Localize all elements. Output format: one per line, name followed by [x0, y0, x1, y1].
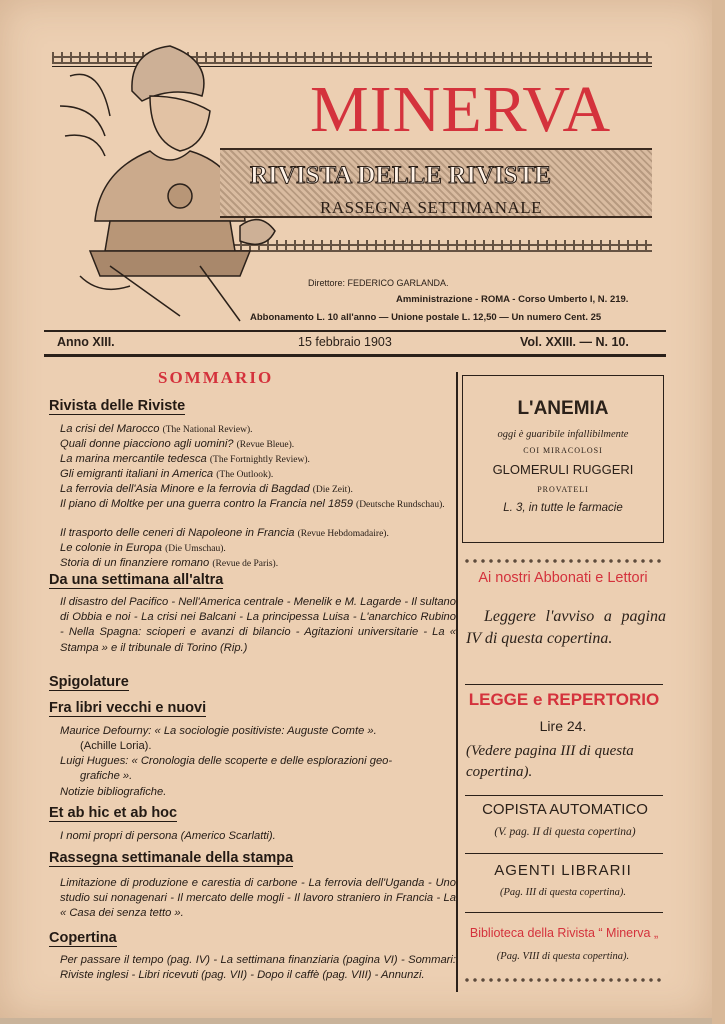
ad-rule	[465, 912, 663, 913]
list-item: La marina mercantile tedesca (The Fortnightly Review).	[60, 453, 310, 465]
anemia-title: L'ANEMIA	[517, 398, 609, 419]
section-title: Rassegna settimanale della stampa	[49, 850, 294, 866]
abbonati-body: Leggere l'avviso a pagina IV di questa copertina.	[466, 608, 666, 647]
magazine-subtitle: RIVISTA DELLE RIVISTE	[250, 162, 552, 189]
section-title: Fra libri vecchi e nuovi	[49, 700, 207, 716]
anemia-line4: PROVATELI	[537, 485, 589, 494]
anemia-line2: COI MIRACOLOSI	[523, 446, 603, 455]
list-item: Maurice Defourny: « La sociologie positiviste: Auguste Comte ».	[60, 725, 377, 737]
column-divider	[456, 372, 458, 992]
issue-rule-top	[44, 330, 666, 332]
abbonati-title: Ai nostri Abbonati e Lettori	[478, 570, 648, 586]
list-item: (Achille Loria).	[80, 740, 152, 752]
biblioteca-note: (Pag. VIII di questa copertina).	[496, 951, 630, 962]
page-edge	[712, 0, 725, 1024]
administration-line: Amministrazione - ROMA - Corso Umberto I, N. 219.	[396, 294, 629, 305]
list-item: Le colonie in Europa (Die Umschau).	[60, 542, 226, 554]
director-line: Direttore: FEDERICO GARLANDA.	[308, 278, 449, 288]
anemia-line3: GLOMERULI RUGGERI	[492, 462, 634, 477]
list-item: Storia di un finanziere romano (Revue de Paris).	[60, 557, 279, 569]
issue-rule-bottom	[44, 354, 666, 357]
section-title: Spigolature	[49, 674, 129, 690]
sommario-heading: SOMMARIO	[158, 368, 274, 387]
biblioteca-title: Biblioteca della Rivista “ Minerva „	[469, 926, 659, 940]
list-item: Il piano di Moltke per una guerra contro la Francia nel 1859 (Deutsche Rundschau).	[60, 498, 445, 510]
anemia-line5: L. 3, in tutte le farmacie	[503, 502, 623, 514]
subscription-line: Abbonamento L. 10 all'anno — Unione postale L. 12,50 — Un numero Cent. 25	[250, 312, 602, 323]
ornament-divider	[463, 975, 663, 985]
section-title: Da una settimana all'altra	[49, 572, 224, 588]
list-item: grafiche ».	[80, 770, 133, 782]
section-title: Et ab hic et ab hoc	[49, 805, 178, 821]
issue-year: Anno XIII.	[57, 335, 115, 349]
section-title: Copertina	[49, 930, 117, 946]
legge-title: LEGGE e REPERTORIO	[468, 690, 660, 709]
issue-date: 15 febbraio 1903	[298, 335, 392, 349]
list-item: I nomi propri di persona (Americo Scarlatti).	[60, 830, 276, 842]
ad-rule	[465, 684, 663, 685]
anemia-line1: oggi è guaribile infallibilmente	[497, 429, 629, 440]
section-body: Per passare il tempo (pag. IV) - La settimana finanziaria (pagina VI) - Sommari: Riviste inglesi - Libri ricevuti (pag. VII) - Dopo il caffè (pag. VIII) - Annunzi.	[60, 954, 456, 982]
list-item: La ferrovia dell'Asia Minore e la ferrovia di Bagdad (Die Zeit).	[60, 483, 353, 495]
list-item: Il trasporto delle ceneri di Napoleone in Francia (Revue Hebdomadaire).	[60, 527, 389, 539]
section-body: Limitazione di produzione e carestia di carbone - La ferrovia dell'Uganda - Uno studio sui nonagenari - Il mercato delle mogli - Il lavoro straniero in Francia - La « Casa dei senza tetto ».	[60, 877, 456, 920]
legge-note: (Vedere pagina III di questa copertina).	[466, 743, 634, 780]
copista-note: (V. pag. II di questa copertina)	[494, 826, 636, 838]
agenti-title: AGENTI LIBRARII	[494, 862, 632, 879]
ad-rule	[465, 795, 663, 796]
magazine-title: MINERVA	[310, 73, 612, 146]
list-item: Notizie bibliografiche.	[60, 786, 167, 798]
agenti-note: (Pag. III di questa copertina).	[500, 887, 626, 898]
magazine-tagline: RASSEGNA SETTIMANALE	[320, 198, 543, 217]
ornament-divider	[463, 556, 663, 566]
list-item: Quali donne piacciono agli uomini? (Revue Bleue).	[60, 438, 295, 450]
list-item: Luigi Hugues: « Cronologia delle scoperte e delle esplorazioni geo-	[60, 755, 393, 767]
ad-rule	[465, 853, 663, 854]
legge-price: Lire 24.	[539, 718, 587, 734]
list-item: La crisi del Marocco (The National Review).	[60, 423, 253, 435]
section-body: Il disastro del Pacifico - Nell'America centrale - Menelik e M. Lagarde - Il sultano di Obbia e noi - La crisi nei Balcani - La principessa Luisa - L'anarchico Rubino - Nella Spagna: scioperi e avanzi di bilancio - Agitazioni universitarie - La « Stampa » e il tribunale di Torino (Rip.)	[60, 596, 456, 654]
section-title: Rivista delle Riviste	[49, 398, 186, 414]
list-item: Gli emigranti italiani in America (The Outlook).	[60, 468, 274, 480]
issue-volume: Vol. XXIII. — N. 10.	[520, 335, 629, 349]
copista-title: COPISTA AUTOMATICO	[482, 801, 648, 818]
